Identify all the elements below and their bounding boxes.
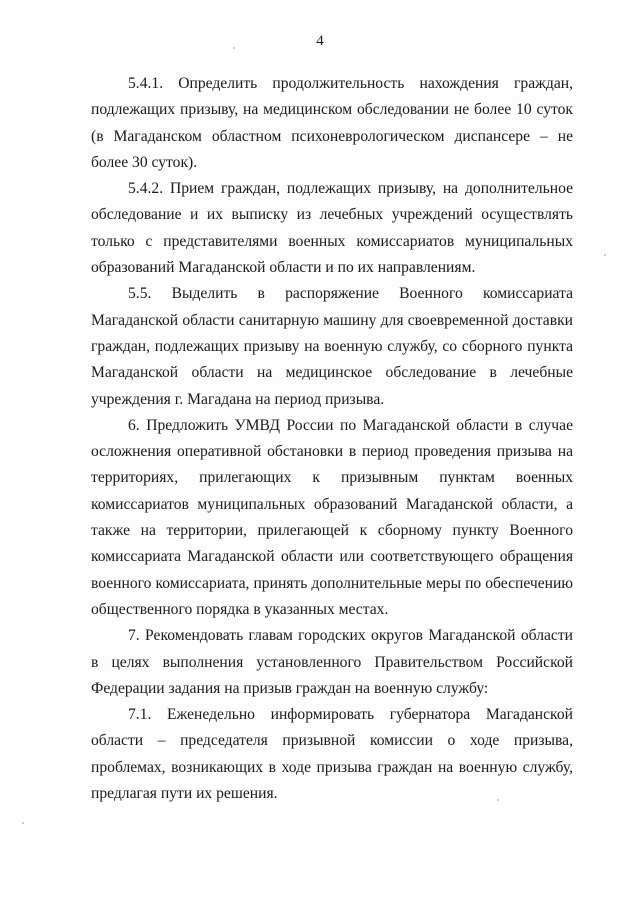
scan-speck	[233, 47, 235, 49]
scan-speck	[497, 799, 499, 801]
paragraph-7-1: 7.1. Еженедельно информировать губернатора Магаданской области – председателя призывной комиссии о ходе призыва, проблемах, возникающих в ходе призыва граждан на военную службу, предлагая пути их решения.	[91, 706, 573, 803]
scan-speck	[604, 254, 606, 256]
page-number: 4	[316, 33, 324, 49]
paragraph-5-4-2: 5.4.2. Прием граждан, подлежащих призыву, на дополнительное обследование и их выписку из лечебных учреждений осуществлять только с представителями военных комиссариатов муниципальных образований Магаданской области и по их направлениям.	[91, 180, 573, 277]
paragraph-6: 6. Предложить УМВД России по Магаданской области в случае осложнения оперативной обстановки в период проведения призыва на территориях, прилегающих к призывным пунктам военных комиссариатов муниципальных образований Магаданской области, а также на территории, прилегающей к сборному пункту Военного комиссариата Магаданской области или соответствующего обращения военного комиссариата, принять дополнительные меры по обеспечению общественного порядка в указанных местах.	[91, 416, 573, 618]
paragraph-7: 7. Рекомендовать главам городских округов Магаданской области в целях выполнения установленного Правительством Российской Федерации задания на призыв граждан на военную службу:	[91, 627, 573, 697]
paragraph-5-4-1: 5.4.1. Определить продолжительность нахождения граждан, подлежащих призыву, на медицинском обследовании не более 10 суток (в Магаданском областном психоневрологическом диспансере – не более 30 суток).	[91, 75, 573, 171]
document-body	[91, 71, 573, 807]
paragraph-5-5: 5.5. Выделить в распоряжение Военного комиссариата Магаданской области санитарную машину для своевременной доставки граждан, подлежащих призыву на военную службу, со сборного пункта Магаданской области на медицинское обследование в лечебные учреждения г. Магадана на период призыва.	[91, 285, 573, 408]
scan-speck	[22, 822, 24, 824]
